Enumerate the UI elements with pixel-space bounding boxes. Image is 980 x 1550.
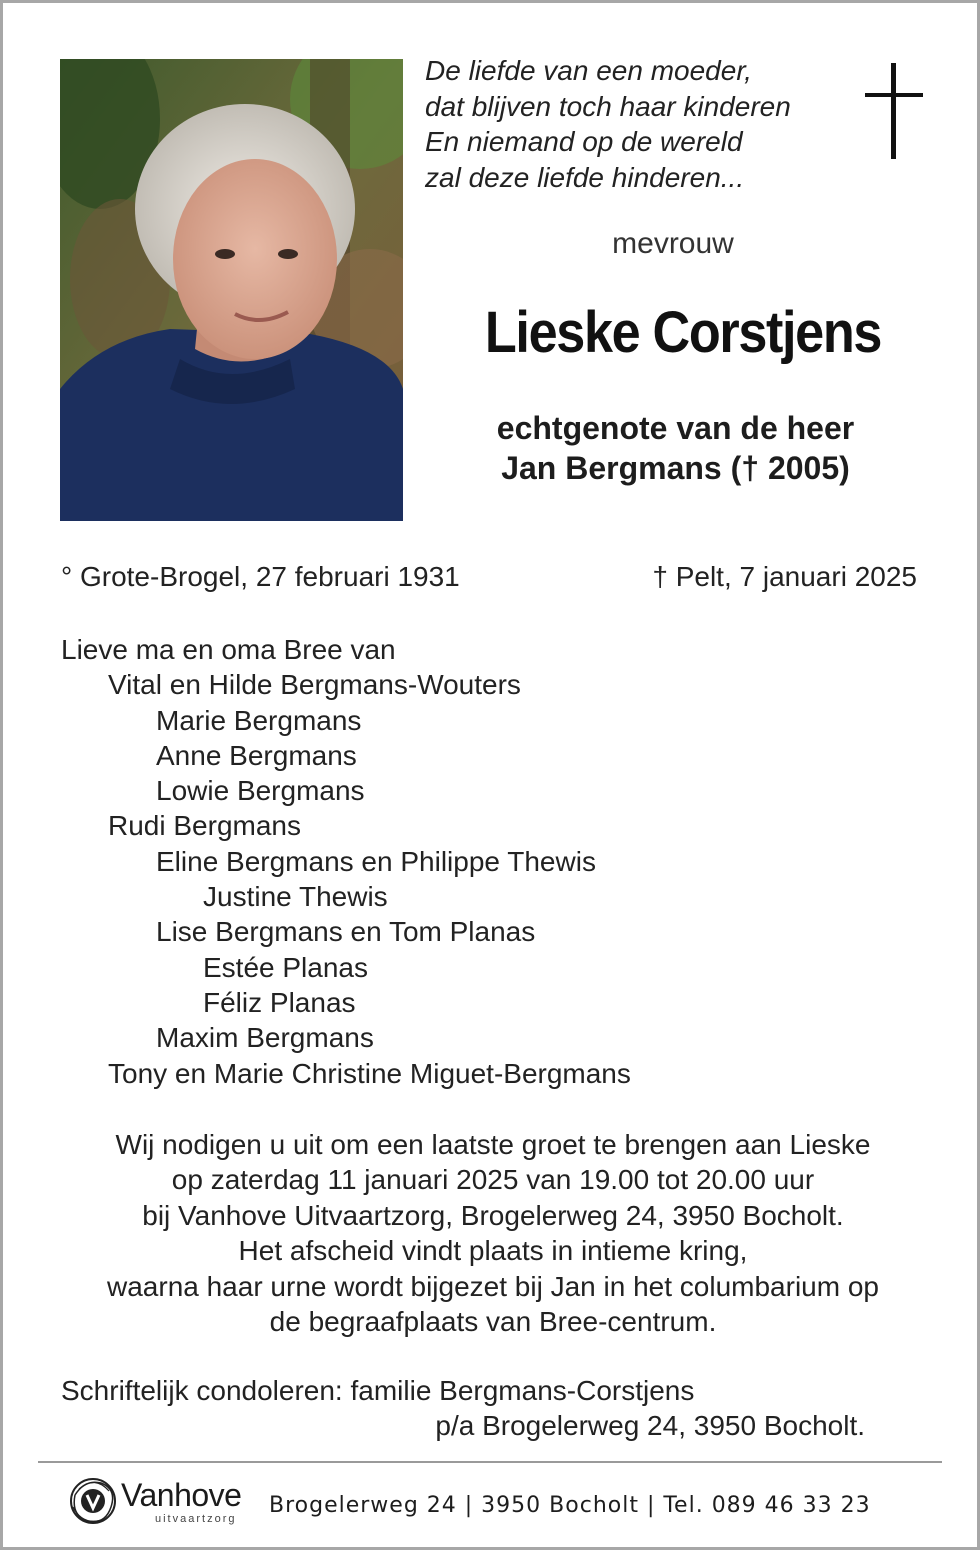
invitation-text xyxy=(43,1127,943,1339)
invitation-line: op zaterdag 11 januari 2025 van 19.00 tot 20.00 uur xyxy=(171,1164,815,1196)
death-info: † Pelt, 7 januari 2025 xyxy=(652,561,917,592)
cross-icon xyxy=(865,63,923,159)
family-member: Estée Planas xyxy=(203,951,368,983)
invitation-line: Het afscheid vindt plaats in intieme kring, xyxy=(238,1235,748,1267)
portrait-illustration xyxy=(60,59,403,521)
poem-line: De liefde van een moeder, xyxy=(425,55,752,86)
family-member: Marie Bergmans xyxy=(156,704,362,736)
deceased-name: Lieske Corstjens xyxy=(484,300,882,365)
footer-divider xyxy=(38,1461,942,1463)
logo-brand: Vanhove xyxy=(121,1477,242,1513)
spouse-line: echtgenote van de heer xyxy=(496,410,855,446)
family-member: Lowie Bergmans xyxy=(156,775,365,807)
family-member: Rudi Bergmans xyxy=(108,810,301,842)
family-member: Tony en Marie Christine Miguet-Bergmans xyxy=(108,1057,631,1089)
salutation: mevrouw xyxy=(612,227,734,260)
footer-address: Brogelerweg 24 | 3950 Bocholt | Tel. 089 46 33 23 xyxy=(269,1493,871,1518)
invitation-line: waarna haar urne wordt bijgezet bij Jan in het columbarium op xyxy=(107,1270,879,1302)
family-member: Justine Thewis xyxy=(203,881,388,913)
spouse-info xyxy=(423,408,928,488)
logo-subtitle: uitvaartzorg xyxy=(155,1513,237,1525)
spouse-line: Jan Bergmans († 2005) xyxy=(501,450,850,486)
poem-line: dat blijven toch haar kinderen xyxy=(425,90,791,122)
family-member: Vital en Hilde Bergmans-Wouters xyxy=(108,669,521,701)
family-member: Anne Bergmans xyxy=(156,739,357,771)
family-member: Eline Bergmans en Philippe Thewis xyxy=(156,845,596,877)
condolences-line: Schriftelijk condoleren: familie Bergmans-Corstjens xyxy=(61,1375,695,1406)
condolences-address: p/a Brogelerweg 24, 3950 Bocholt. xyxy=(435,1410,865,1441)
invitation-line: Wij nodigen u uit om een laatste groet te brengen aan Lieske xyxy=(115,1129,871,1160)
invitation-line: de begraafplaats van Bree-centrum. xyxy=(269,1306,717,1338)
family-intro: Lieve ma en oma Bree van xyxy=(61,634,396,665)
family-member: Lise Bergmans en Tom Planas xyxy=(156,916,536,948)
vanhove-emblem-icon xyxy=(65,1473,121,1529)
poem-line: En niemand op de wereld xyxy=(425,126,743,157)
birth-info: ° Grote-Brogel, 27 februari 1931 xyxy=(61,561,460,592)
poem-line: zal deze liefde hinderen... xyxy=(425,161,745,193)
funeral-home-logo xyxy=(65,1473,255,1531)
portrait-photo xyxy=(60,59,403,521)
family-member: Féliz Planas xyxy=(203,986,356,1018)
invitation-line: bij Vanhove Uitvaartzorg, Brogelerweg 24, 3950 Bocholt. xyxy=(142,1199,844,1231)
family-list xyxy=(61,632,631,1091)
family-member: Maxim Bergmans xyxy=(156,1022,374,1054)
poem xyxy=(425,53,791,195)
